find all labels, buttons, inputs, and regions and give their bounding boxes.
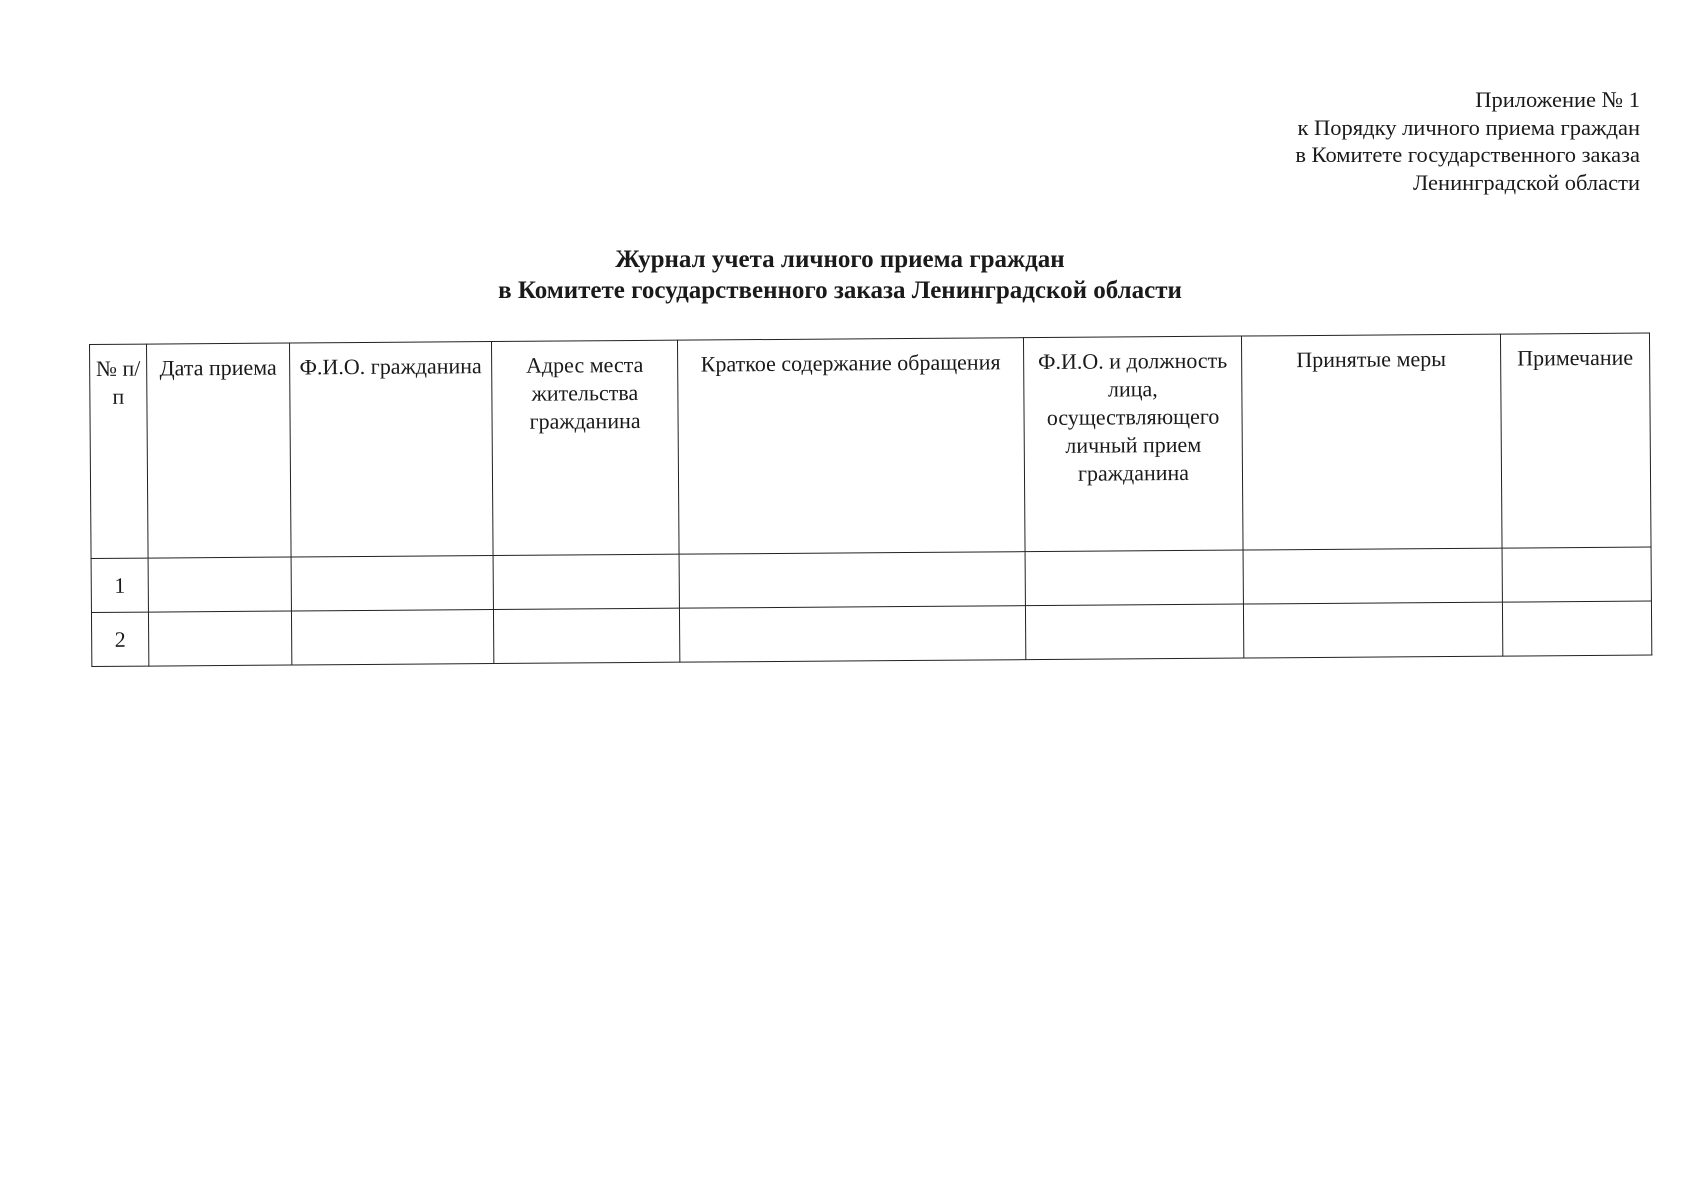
header-label: Ф.И.О. гражданина xyxy=(299,353,482,380)
header-cell-citizen-name xyxy=(289,342,493,557)
header-cell-summary xyxy=(677,338,1025,555)
table-cell[interactable] xyxy=(1243,548,1502,604)
table-cell[interactable] xyxy=(679,552,1025,609)
table-cell[interactable] xyxy=(1502,601,1651,656)
journal-table-wrapper xyxy=(89,333,1651,667)
header-label: Дата приема xyxy=(159,354,277,381)
header-cell-official xyxy=(1023,336,1243,552)
header-label: Ф.И.О. и должность лица, осуществляющего личный прием гражданина xyxy=(1037,347,1228,486)
table-cell[interactable] xyxy=(148,611,291,666)
header-cell-address xyxy=(491,340,679,555)
appendix-line: Приложение № 1 xyxy=(1475,87,1640,112)
table-cell[interactable] xyxy=(1025,604,1243,660)
header-cell-number xyxy=(90,344,149,558)
header-label: Принятые меры xyxy=(1296,346,1447,373)
header-label: Адрес места жительства гражданина xyxy=(525,351,644,434)
table-cell[interactable] xyxy=(1025,550,1243,606)
table-cell[interactable] xyxy=(1502,547,1651,602)
document-title xyxy=(0,244,1680,306)
header-label: № п/п xyxy=(95,355,141,409)
table-cell[interactable] xyxy=(148,557,291,612)
appendix-reference xyxy=(1295,86,1640,196)
journal-table xyxy=(89,333,1652,667)
table-cell[interactable] xyxy=(1243,602,1502,658)
header-cell-date xyxy=(147,343,292,558)
appendix-line: в Комитете государственного заказа xyxy=(1295,142,1640,167)
table-cell[interactable] xyxy=(493,554,679,609)
table-cell[interactable] xyxy=(291,610,493,665)
table-cell[interactable] xyxy=(291,556,493,611)
table-cell[interactable] xyxy=(679,606,1025,663)
header-cell-note xyxy=(1500,333,1651,548)
row-number-cell: 2 xyxy=(91,612,148,666)
appendix-line: Ленинградской области xyxy=(1412,169,1640,195)
table-header-row xyxy=(90,333,1652,558)
header-label: Примечание xyxy=(1517,344,1634,371)
header-cell-measures xyxy=(1241,334,1502,550)
title-line-2: в Комитете государственного заказа Ленинградской области xyxy=(498,277,1182,304)
row-number-cell: 1 xyxy=(91,558,148,612)
header-label: Краткое содержание обращения xyxy=(700,349,1001,377)
appendix-line: к Порядку личного приема граждан xyxy=(1297,114,1640,140)
table-cell[interactable] xyxy=(493,608,679,663)
title-line-1: Журнал учета личного приема граждан xyxy=(615,246,1065,273)
table-row xyxy=(91,601,1651,666)
